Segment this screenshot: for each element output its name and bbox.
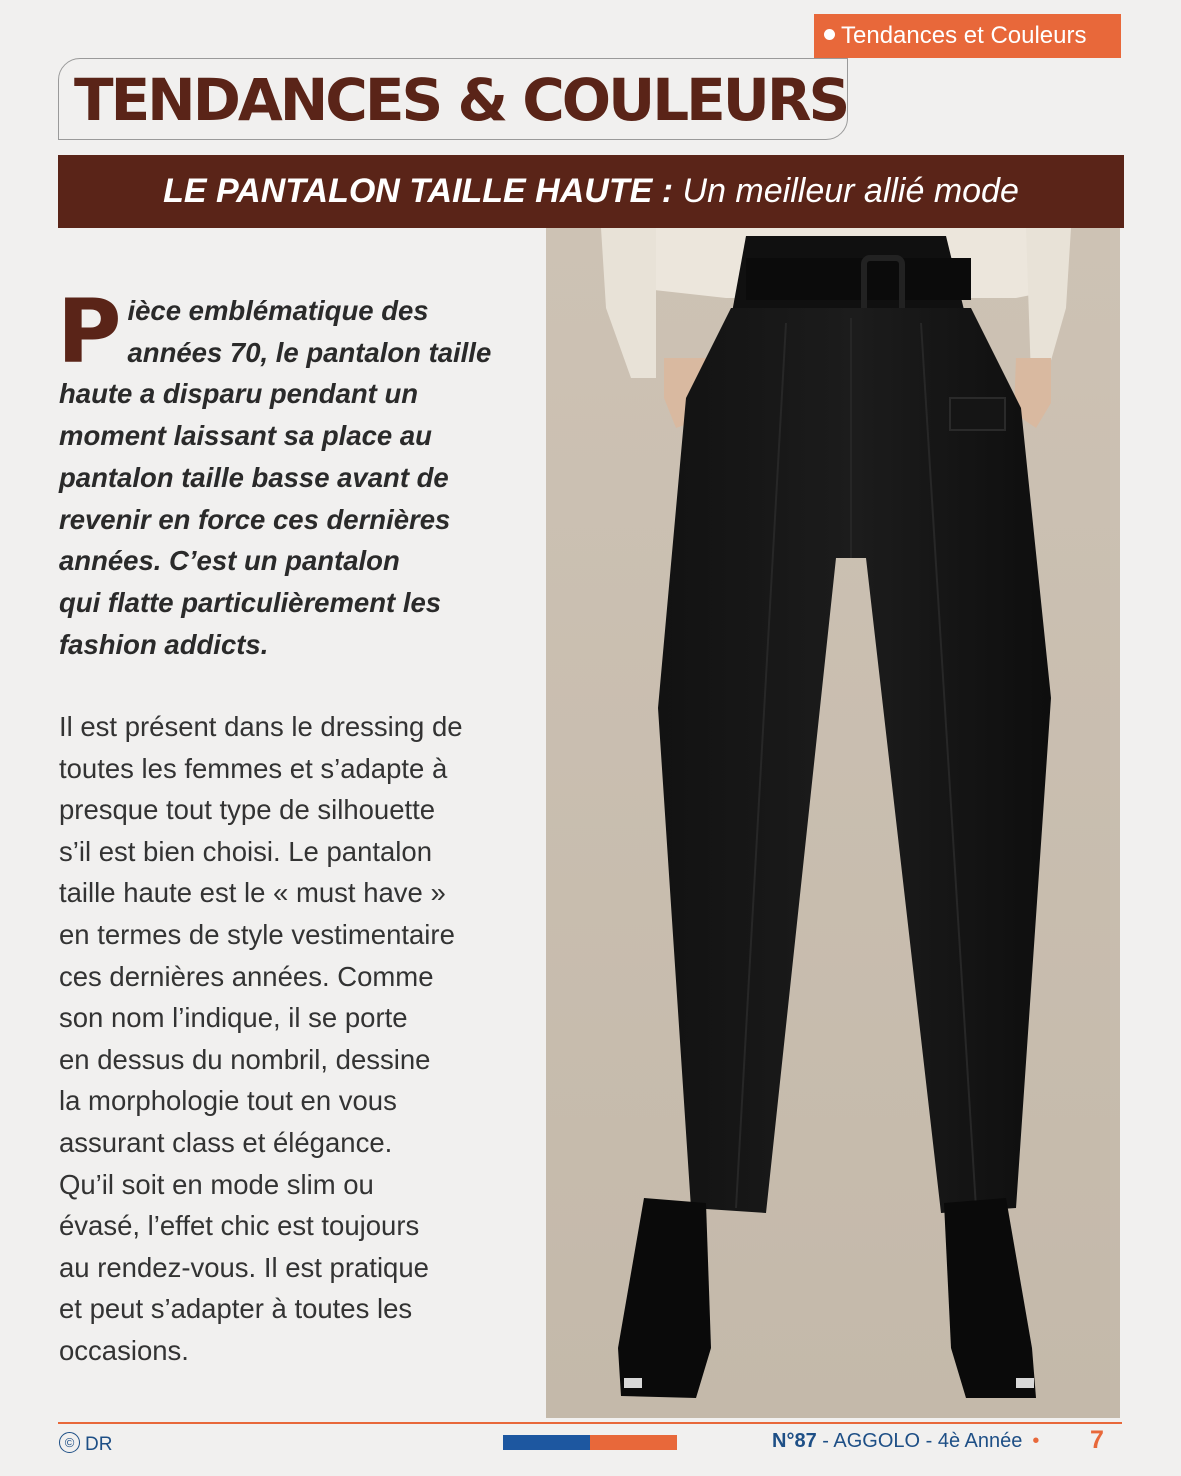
body-line: toutes les femmes et s’adapte à: [59, 752, 448, 784]
body-line: Qu’il soit en mode slim ou: [59, 1168, 374, 1200]
body-line: taille haute est le « must have »: [59, 877, 446, 909]
credit-text: DR: [85, 1434, 113, 1455]
footer-stripe-blue: [503, 1435, 590, 1450]
body-line: presque tout type de silhouette: [59, 794, 436, 826]
section-tag: [814, 14, 1121, 58]
issue-info: [772, 1430, 1049, 1453]
lead-paragraph: [57, 280, 539, 665]
body-line: en termes de style vestimentaire: [59, 918, 455, 950]
section-tag-label: Tendances et Couleurs: [841, 22, 1087, 49]
lead-line: pantalon taille basse avant de: [59, 461, 449, 493]
trousers-illustration: [546, 228, 1120, 1418]
footer-divider: [58, 1422, 1122, 1424]
lead-line: haute a disparu pendant un: [59, 378, 419, 410]
body-line: en dessus du nombril, dessine: [59, 1043, 431, 1075]
subtitle-banner: [58, 155, 1124, 228]
lead-line: revenir en force ces dernières: [59, 503, 451, 535]
drop-cap: P: [57, 280, 122, 383]
body-line: au rendez-vous. Il est pratique: [59, 1251, 429, 1283]
body-line: Il est présent dans le dressing de: [59, 711, 463, 742]
body-line: s’il est bien choisi. Le pantalon: [59, 835, 433, 867]
trousers-photo: [546, 228, 1120, 1418]
issue-details: - AGGOLO - 4è Année: [822, 1430, 1023, 1452]
body-line: et peut s’adapter à toutes les: [59, 1293, 413, 1325]
footer-stripe-orange: [590, 1435, 677, 1450]
lead-line: qui flatte particulièrement les: [59, 586, 442, 618]
issue-number: N°87: [772, 1430, 817, 1452]
subtitle-text: Un meilleur allié mode: [682, 172, 1019, 210]
lead-line: années 70, le pantalon taille: [127, 336, 492, 368]
body-line: évasé, l’effet chic est toujours: [59, 1210, 420, 1242]
footer-separator: •: [1032, 1430, 1040, 1452]
body-paragraph: [59, 706, 539, 1372]
body-line: la morphologie tout en vous: [59, 1085, 397, 1117]
page-number: 7: [1090, 1426, 1104, 1454]
subtitle-bold: LE PANTALON TAILLE HAUTE :: [163, 172, 674, 210]
lead-line: moment laissant sa place au: [59, 420, 432, 452]
body-line: occasions.: [59, 1334, 189, 1366]
bullet-dot-icon: [824, 29, 835, 40]
lead-line: ièce emblématique des: [127, 295, 429, 326]
lead-line: années. C’est un pantalon: [59, 545, 400, 577]
body-line: ces dernières années. Comme: [59, 960, 434, 992]
body-line: assurant class et élégance.: [59, 1126, 393, 1158]
photo-credit: [59, 1434, 112, 1456]
page-title: TENDANCES & COULEURS: [74, 66, 848, 134]
lead-line: fashion addicts.: [59, 628, 269, 660]
body-line: son nom l’indique, il se porte: [59, 1002, 408, 1034]
copyright-icon: ©: [59, 1432, 80, 1453]
